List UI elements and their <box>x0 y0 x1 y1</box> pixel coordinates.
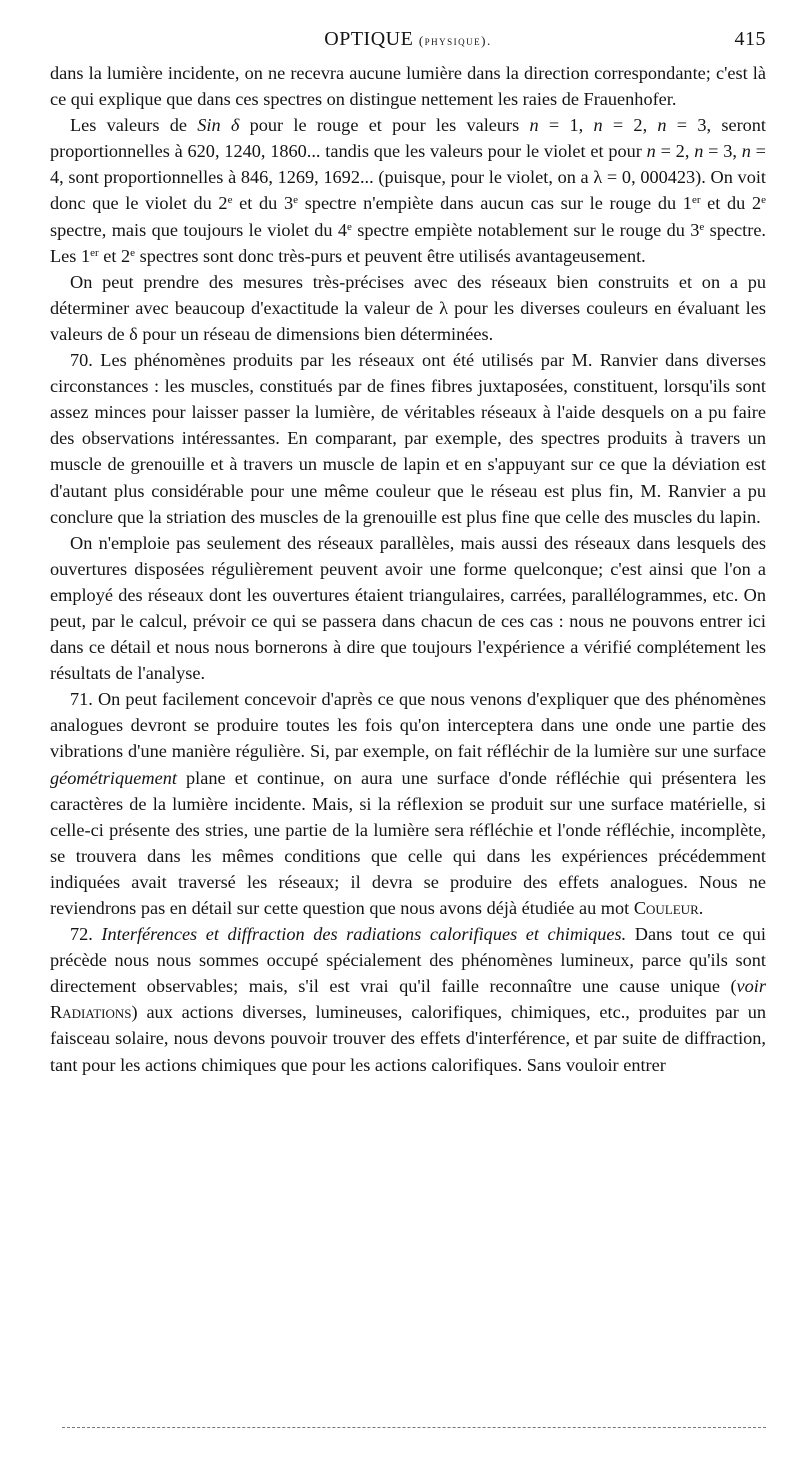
text-run: Les valeurs de <box>70 115 198 136</box>
italic-text: Sin δ <box>197 115 240 136</box>
superscript: er <box>691 194 701 207</box>
superscript: e <box>227 194 233 207</box>
text-run: et du 3 <box>232 193 294 214</box>
running-header <box>50 28 766 60</box>
text-run: spectre empiète notablement sur le rouge du 3 <box>351 219 700 240</box>
text-run: = 2, <box>602 115 658 136</box>
text-run: On peut prendre des mesures très-précises avec des réseaux bien construits et on a pu déterminer avec beaucoup d'exactitude la valeur de λ pour les diverses couleurs en évaluant les valeurs de δ pour un réseau de dimensions bien déterminées. <box>50 271 766 344</box>
italic-text: n <box>657 115 667 136</box>
small-caps-text: Radiations <box>50 1002 132 1023</box>
page-number: 415 <box>734 28 766 50</box>
text-run: pour le rouge et pour les valeurs <box>239 115 530 136</box>
text-run: = 1, <box>538 115 594 136</box>
paragraph-shaped-gratings <box>50 530 766 687</box>
text-run: et 2 <box>98 245 131 266</box>
text-run: spectre, mais que toujours le violet du 4 <box>50 219 347 240</box>
body-text <box>50 60 766 1078</box>
text-run: Dans tout ce qui précède nous nous sommes occupé spécialement des phénomènes lumineux, parce qu'ils sont directement observables; mais, s'il est vrai qu'il faille reconnaître une cause unique ( <box>50 924 766 997</box>
text-run: ) aux actions diverses, lumineuses, calorifiques, chimiques, etc., produites par un faisceau solaire, nous devons pouvoir trouver des effets d'interférence, et par suite de diffraction, tant pour les actions chimiques que pour les actions calorifiques. Sans vouloir entrer <box>50 1002 766 1075</box>
paragraph-continuation <box>50 60 766 112</box>
paragraph-precise-measures <box>50 269 766 347</box>
superscript: e <box>347 220 352 233</box>
italic-text: géométriquement <box>50 767 177 788</box>
text-run: et du 2 <box>700 193 762 214</box>
paragraph-section-70 <box>50 347 766 530</box>
footer-dotted-rule <box>62 1427 766 1428</box>
running-title-sub: (physique). <box>418 33 492 48</box>
text-run: 71. On peut facilement concevoir d'après ce que nous venons d'expliquer que des phénomènes analogues devront se produire toutes les fois qu'on interceptera dans une onde une partie des vibrations d'une manière régulière. Si, par exemple, on fait réfléchir de la lumière sur une surface <box>50 689 766 762</box>
text-run: . <box>698 898 704 918</box>
text-run: 72. <box>70 924 102 945</box>
paragraph-sin-delta-values <box>50 112 766 269</box>
text-run: dans la lumière incidente, on ne recevra aucune lumière dans la direction correspondante; c'est là ce qui explique que dans ces spectres on distingue nettement les raies de Frauenhofer. <box>50 63 766 110</box>
italic-text: Interférences et diffraction des radiations calorifiques et chimiques. <box>101 924 627 945</box>
running-title-main: OPTIQUE <box>324 28 414 50</box>
superscript: e <box>761 194 767 207</box>
italic-text: n <box>694 141 704 162</box>
superscript: er <box>90 246 99 259</box>
italic-text: n <box>529 115 539 136</box>
text-run: spectre. Les 1 <box>50 219 766 266</box>
small-caps-text: Couleur <box>633 898 699 918</box>
paragraph-section-71 <box>50 686 766 921</box>
text-run: = 2, <box>655 141 695 162</box>
text-run: plane et continue, on aura une surface d'onde réfléchie qui présentera les caractères de la lumière incidente. Mais, si la réflexion se produit sur une surface matérielle, si celle-ci présente des stries, une partie de la lumière sera réfléchie et l'onde réfléchie, incomplète, se trouvera dans les mêmes conditions que celle qui dans les expériences précédemment indiquées avait traversé les réseaux; il devra se produire des effets analogues. Nous ne reviendrons pas en détail sur cette question que nous avons déjà étudiée au mot <box>50 767 766 918</box>
italic-text: n <box>646 141 656 162</box>
page <box>50 28 766 1078</box>
text-run: = 3, <box>703 141 742 162</box>
text-run: On n'emploie pas seulement des réseaux parallèles, mais aussi des réseaux dans lesquels des ouvertures disposées régulièrement peuvent avoir une forme quelconque; c'est ainsi que l'on a employé des réseaux dont les ouvertures étaient triangulaires, carrées, parallélogrammes, etc. On peut, par le calcul, prévoir ce qui se passera dans chacun de ces cas : nous ne pouvons entrer ici dans ce détail et nous nous bornerons à dire que toujours l'expérience a vérifié complétement les résultats de l'analyse. <box>50 532 766 684</box>
superscript: e <box>293 194 299 207</box>
superscript: e <box>130 246 136 259</box>
italic-text: n <box>741 141 751 162</box>
text-run: spectres sont donc très-purs et peuvent être utilisés avantageusement. <box>135 245 646 266</box>
text-run: 70. Les phénomènes produits par les réseaux ont été utilisés par M. Ranvier dans diverses circonstances : les muscles, constitués par de fines fibres juxtaposées, constituent, lorsqu'ils sont assez minces pour laisser passer la lumière, de véritables réseaux à l'aide desquels on a pu faire des observations intéressantes. En comparant, par exemple, des spectres produits à travers un muscle de grenouille et à travers un muscle de lapin et en s'appuyant sur ce que la déviation est d'autant plus considérable pour une même couleur que le réseau est plus fin, M. Ranvier a pu conclure que la striation des muscles de la grenouille est plus fine que celle des muscles du lapin. <box>50 350 766 527</box>
italic-text: n <box>593 115 603 136</box>
paragraph-section-72 <box>50 921 766 1078</box>
superscript: e <box>699 220 705 233</box>
text-run: spectre n'empiète dans aucun cas sur le rouge du 1 <box>298 193 692 214</box>
running-title <box>50 28 766 51</box>
text-run: = 4, sont proportionnelles à 846, 1269, 1692... (puisque, pour le violet, on a λ = 0, 000423). On voit donc que le violet du 2 <box>50 141 766 214</box>
italic-text: voir <box>736 976 766 997</box>
text-run: = 3, seront proportionnelles à 620, 1240, 1860... tandis que les valeurs pour le violet et pour <box>50 115 767 162</box>
